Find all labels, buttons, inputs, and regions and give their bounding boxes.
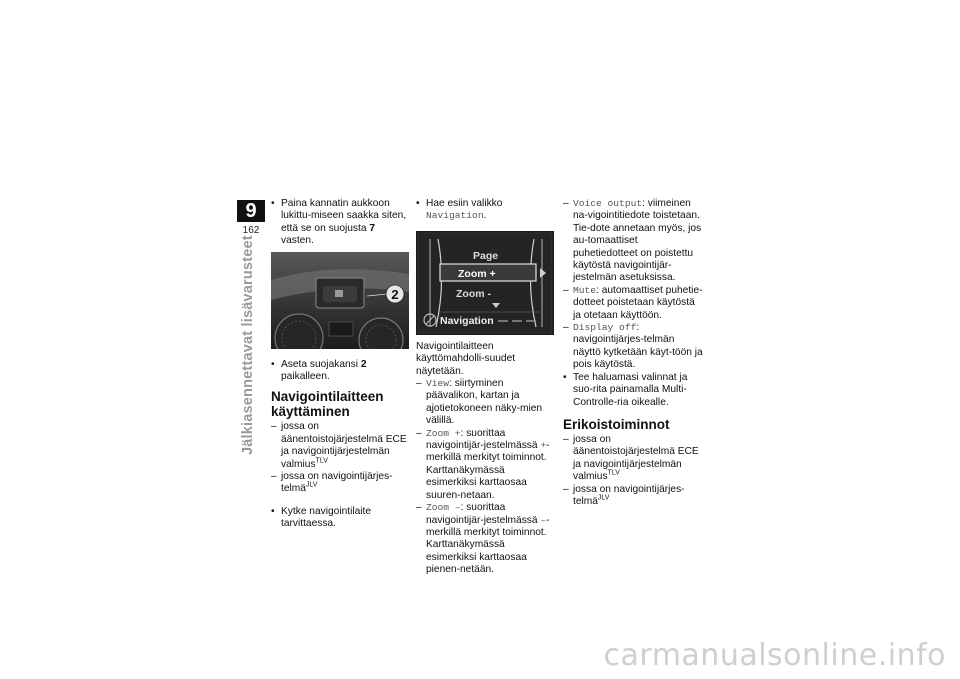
condition-item: – jossa on äänentoistojärjestelmä ECE ja navigointijärjestelmän valmius$^{TLV}$ (271, 421, 409, 471)
step-bullet: • Hae esiin valikko Navigation. (416, 198, 554, 223)
dashboard-photo (271, 252, 409, 349)
intro-text: Navigointilaitteen käyttömahdolli-suudet näytetään. (416, 340, 516, 377)
navigation-menu-screen (416, 231, 554, 335)
step-bullet: • Kytke navigointilaite tarvittaessa. (271, 506, 409, 531)
step-bullet: • Aseta suojakansi 2 paikalleen. (271, 359, 409, 384)
condition-item: – jossa on navigointijärjes-telmä$^{JLV}$ (271, 471, 409, 496)
column-3 (563, 198, 703, 508)
column-2 (416, 198, 554, 577)
function-view: – View: siirtyminen päävalikon, kartan ja ajotietokoneen näky-mien välillä. (416, 378, 554, 428)
section-title-vertical: Jälkiasennettavat lisävarusteet (240, 235, 256, 455)
menu-item-page: Page (473, 249, 499, 262)
menu-item-zoom-out: Zoom - (456, 287, 491, 300)
function-voice-output: – Voice output: viimeinen na-vigointitiedote toistetaan. Tie-dote annetaan myös, jos au-tomaattiset puhetiedotteet on poistettu käytöstä navigointijär-jestelmän asetuksissa. (563, 198, 703, 285)
step-bullet: • Paina kannatin aukkoon lukittu-miseen saakka siten, että se on suojusta 7 vasten. (271, 198, 409, 248)
condition-item: – jossa on äänentoistojärjestelmä ECE ja navigointijärjestelmän valmius$^{TLV}$ (563, 434, 703, 484)
callout-2: 2 (391, 286, 399, 302)
menu-item-zoom-in: Zoom + (458, 267, 496, 280)
function-mute: – Mute: automaattiset puhetie-dotteet poistetaan käytöstä ja otetaan käyttöön. (563, 285, 703, 322)
function-display-off: – Display off: navigointijärjes-telmän näyttö kytketään käyt-töön ja pois käytöstä. (563, 322, 703, 372)
section-heading: Erikoistoiminnot (563, 416, 670, 432)
page-number: 162 (242, 225, 260, 236)
condition-item: – jossa on navigointijärjes-telmä$^{JLV}$ (563, 484, 703, 509)
function-zoom-in: – Zoom +: suorittaa navigointijär-jestelmässä +-merkillä merkityt toiminnot. Karttanäkymässä esimerkiksi karttaosaa suuren-netaan. (416, 428, 554, 502)
function-zoom-out: – Zoom –: suorittaa navigointijär-jestelmässä –-merkillä merkityt toiminnot. Karttanäkymässä esimerkiksi karttaosaa pienen-netään. (416, 502, 554, 576)
watermark: carmanualsonline.info (603, 638, 946, 673)
section-heading: Navigointilaitteen käyttäminen (271, 389, 384, 420)
menu-item-navigation: Navigation (440, 314, 494, 327)
chapter-sidebar (237, 200, 265, 236)
column-1 (271, 198, 409, 531)
step-bullet: • Tee haluamasi valinnat ja suo-rita painamalla Multi-Controlle-ria oikealle. (563, 372, 703, 409)
chapter-number: 9 (237, 200, 265, 222)
